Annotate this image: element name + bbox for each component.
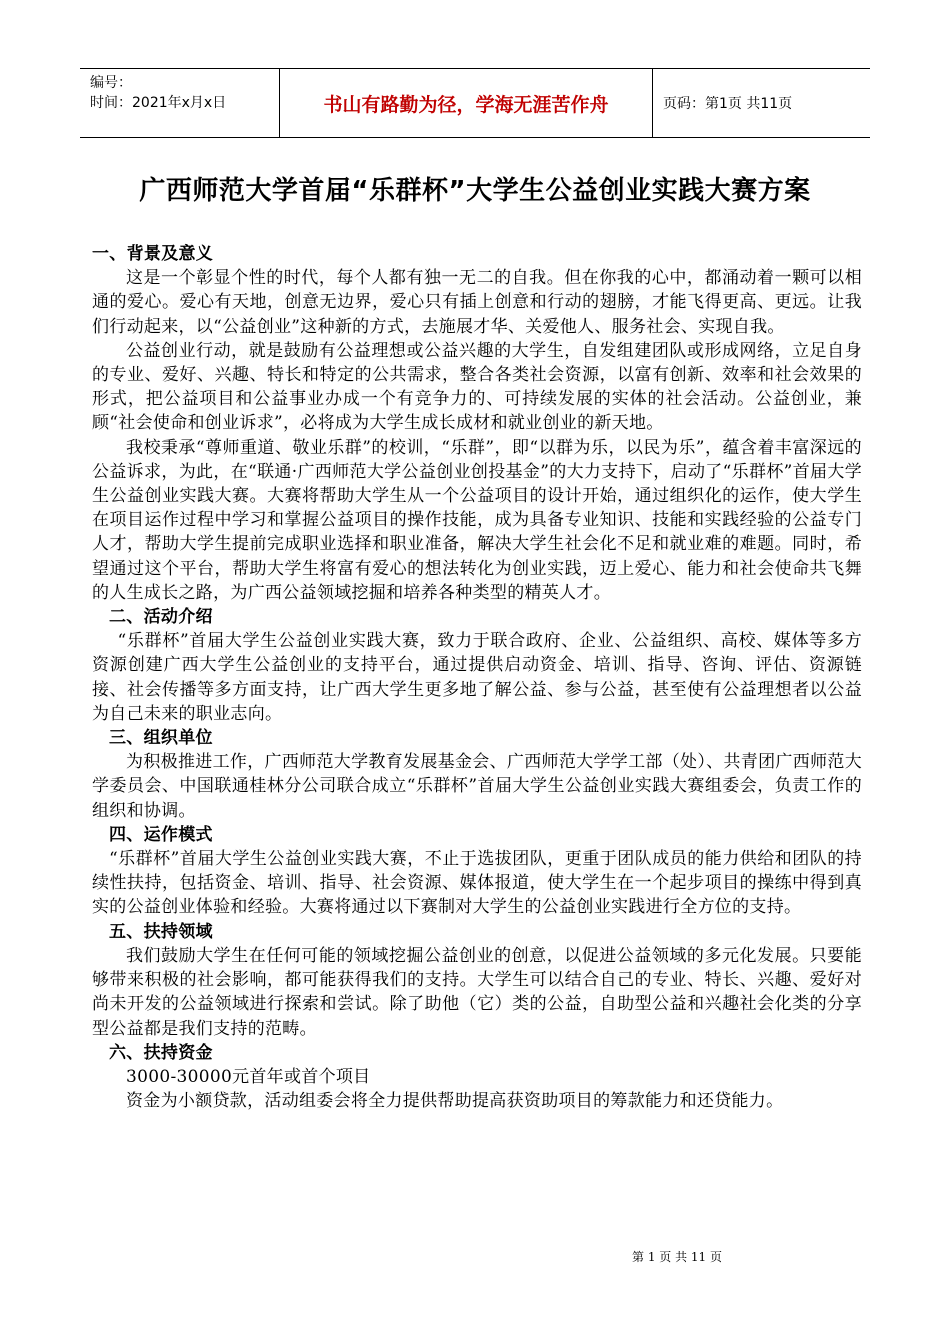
section-heading-background: 一、背景及意义 — [92, 244, 214, 264]
header-number-label: 编号： — [90, 75, 132, 91]
paragraph: 这是一个彰显个性的时代，每个人都有独一无二的自我。但在你我的心中，都涌动着一颗可以相通的爱心。爱心有天地，创意无边界，爱心只有插上创意和行动的翅膀，才能飞得更高、更远。让我们行动起来，以“公益创业”这种新的方式，去施展才华、关爱他人、服务社会、实现自我。 — [92, 268, 862, 337]
header-motto — [280, 69, 653, 137]
paragraph: “乐群杯”首届大学生公益创业实践大赛，致力于联合政府、企业、公益组织、高校、媒体等多方资源创建广西大学生公益创业的支持平台，通过提供启动资金、培训、指导、咨询、评估、资源链接、社会传播等多方面支持，让广西大学生更多地了解公益、参与公益，甚至使有公益理想者以公益为自己未来的职业志向。 — [92, 631, 862, 724]
section-heading-funding: 六、扶持资金 — [109, 1042, 213, 1063]
paragraph: 为积极推进工作，广西师范大学教育发展基金会、广西师范大学学工部（处）、共青团广西师范大学委员会、中国联通桂林分公司联合成立“乐群杯”首届大学生公益创业实践大赛组委会，负责工作的组织和协调。 — [92, 752, 862, 821]
section-heading-activity: 二、活动介绍 — [109, 607, 213, 628]
page-footer: 第 1 页 共 11 页 — [632, 1250, 722, 1264]
section-heading-support-areas: 五、扶持领域 — [109, 921, 213, 942]
paragraph: 我校秉承“尊师重道、敬业乐群”的校训，“乐群”，即“以群为乐，以民为乐”，蕴含着丰富深远的公益诉求，为此，在“联通·广西师范大学公益创业创投基金”的大力支持下，启动了“乐群杯”首届大学生公益创业实践大赛。大赛将帮助大学生从一个公益项目的设计开始，通过组织化的运作，使大学生在项目运作过程中学习和掌握公益项目的操作技能，成为具备专业知识、技能和实践经验的公益专门人才，帮助大学生提前完成职业选择和职业准备，解决大学生社会化不足和就业难的难题。同时，希望通过这个平台，帮助大学生将富有爱心的想法转化为创业实践，迈上爱心、能力和社会使命共飞舞的人生成长之路，为广西公益领域挖掘和培养各种类型的精英人才。 — [92, 437, 862, 603]
header-meta — [80, 69, 280, 137]
paragraph: 我们鼓励大学生在任何可能的领域挖掘公益创业的创意，以促进公益领域的多元化发展。只要能够带来积极的社会影响，都可能获得我们的支持。大学生可以结合自己的专业、特长、兴趣、爱好对尚未开发的公益领域进行探索和尝试。除了助他（它）类的公益，自助型公益和兴趣社会化类的分享型公益都是我们支持的范畴。 — [92, 945, 862, 1039]
section-heading-organizers: 三、组织单位 — [109, 728, 213, 749]
page-info-text: 页码：第1页 共11页 — [663, 96, 793, 112]
paragraph: “乐群杯”首届大学生公益创业实践大赛，不止于选拔团队，更重于团队成员的能力供给和团队的持续性扶持，包括资金、培训、指导、社会资源、媒体报道，使大学生在一个起步项目的操练中得到真实的公益创业体验和经验。大赛将通过以下赛制对大学生的公益创业实践进行全方位的支持。 — [92, 849, 862, 918]
document-body — [92, 242, 862, 1113]
motto-text: 书山有路勤为径，学海无涯苦作舟 — [323, 93, 609, 116]
section-heading-operation: 四、运作模式 — [109, 824, 213, 845]
document-title: 广西师范大学首届“乐群杯”大学生公益创业实践大赛方案 — [139, 176, 811, 206]
paragraph: 公益创业行动，就是鼓励有公益理想或公益兴趣的大学生，自发组建团队或形成网络，立足自身的专业、爱好、兴趣、特长和特定的公共需求，整合各类社会资源，以富有创新、效率和社会效果的形式，把公益项目和公益事业办成一个有竞争力的、可持续发展的实体的社会活动。公益创业，兼顾“社会使命和创业诉求”，必将成为大学生成长成材和就业创业的新天地。 — [92, 340, 862, 434]
header-page-info — [653, 69, 870, 137]
header-date: 时间：2021年x月x日 — [90, 95, 227, 111]
page-header — [80, 68, 870, 138]
paragraph: 3000-30000元首年或首个项目 — [126, 1066, 371, 1087]
paragraph: 资金为小额贷款，活动组委会将全力提供帮助提高获资助项目的筹款能力和还贷能力。 — [126, 1091, 784, 1112]
